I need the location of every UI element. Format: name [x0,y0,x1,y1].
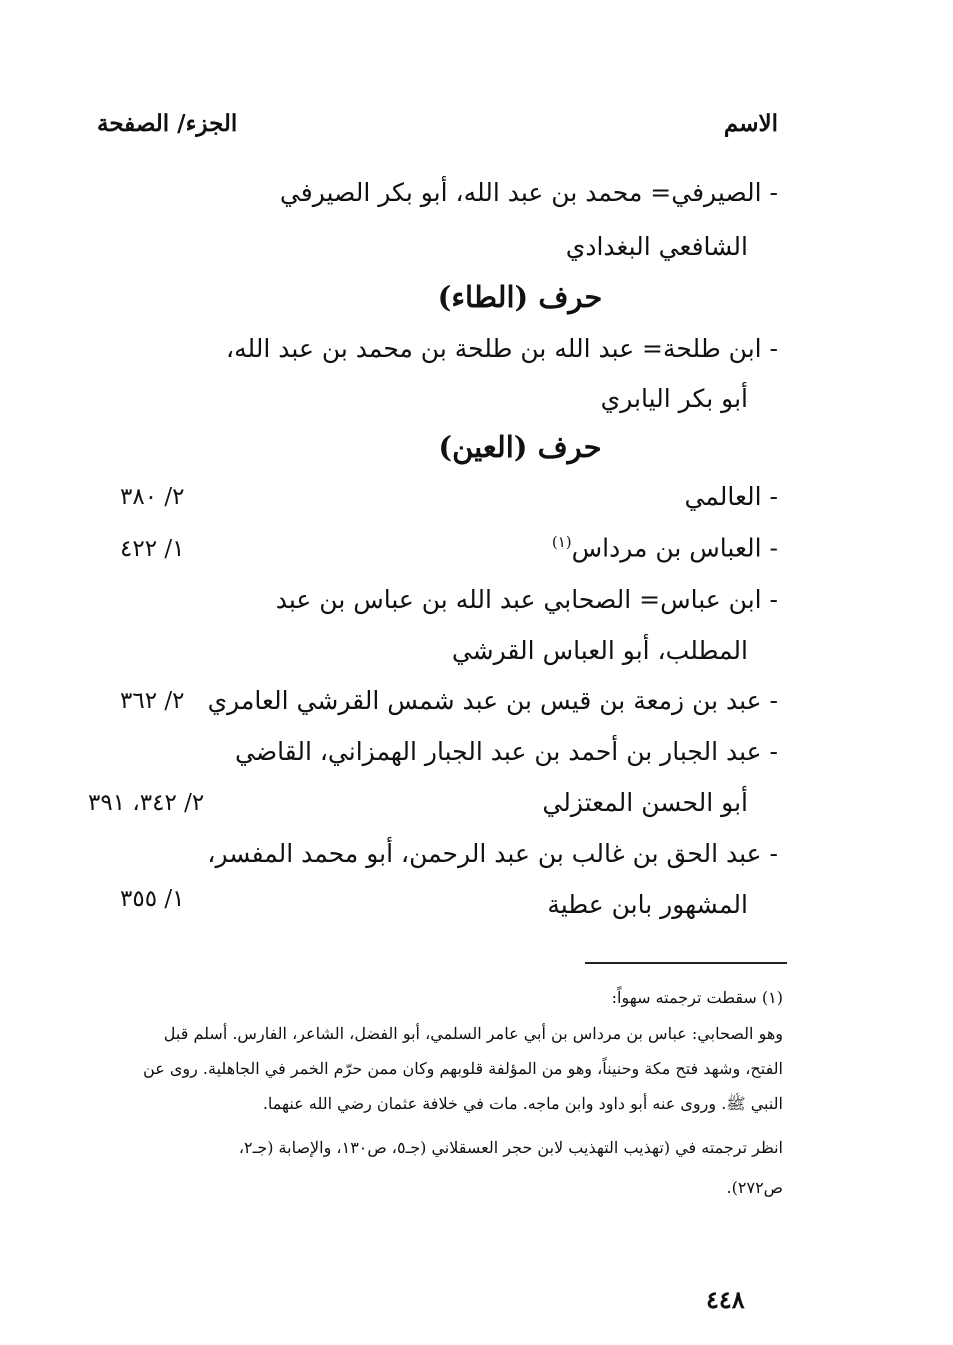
entry-continuation: المشهور بابن عطية [547,890,748,919]
footnote-separator [585,962,787,964]
volume-page-ref: ٢/ ٣٦٢ [120,688,185,714]
entry-text: - العباس بن مرداس [571,533,778,563]
column-header-volume-page: الجزء/ الصفحة [97,110,238,137]
entry-continuation: المطلب، أبو العباس القرشي [451,636,748,665]
footnote-line: انظر ترجمته في (تهذيب التهذيب لابن حجر العسقلاني (جـ٥، ص١٣٠، والإصابة (جـ٢، [238,1138,783,1157]
footnote-line: الفتح، وشهد فتح مكة وحنيناً، وهو من المؤلفة قلوبهم وكان ممن حرّم الخمر في الجاهلية. روى عن [143,1059,783,1078]
entry-line: - الصيرفي= محمد بن عبد الله، أبو بكر الصيرفي [279,178,778,207]
entry-continuation: الشافعي البغدادي [565,232,748,261]
footnote-line: وهو الصحابي: عباس بن مرداس بن أبي عامر السلمي، أبو الفضل، الشاعر، الفارس. أسلم قبل [163,1024,783,1043]
footnote-line: النبي ﷺ. وروى عنه أبو داود وابن ماجه. مات في خلافة عثمان رضي الله عنهما. [262,1094,783,1113]
volume-page-ref: ١/ ٤٢٢ [120,536,185,562]
entry-line: - عبد الجبار بن أحمد بن عبد الجبار الهمزاني، القاضي [235,737,778,766]
entry-line: - عبد بن زمعة بن قيس بن عبد شمس القرشي العامري [207,686,778,715]
footnote-line: (١) سقطت ترجمته سهواً: [611,988,783,1007]
entry-line [552,533,778,562]
section-heading-ain: حرف (العين) [438,430,602,464]
volume-page-ref: ١/ ٣٥٥ [120,886,185,912]
entry-line: - ابن طلحة= عبد الله بن طلحة بن محمد بن عبد الله، [226,334,778,363]
footnote-line: ص٢٧٢). [726,1178,783,1197]
column-header-name: الاسم [723,110,778,137]
section-heading-taa: حرف (الطاء) [437,280,603,314]
entry-continuation: أبو بكر اليابري [600,384,748,413]
volume-page-ref: ٢/ ٣٤٢، ٣٩١ [88,790,205,816]
volume-page-ref: ٢/ ٣٨٠ [120,484,185,510]
page-number: ٤٤٨ [706,1285,745,1314]
entry-line: - العالمي [684,482,778,511]
entry-line: - ابن عباس= الصحابي عبد الله بن عباس بن عبد [275,585,778,614]
entry-continuation: أبو الحسن المعتزلي [542,788,748,817]
entry-line: - عبد الحق بن غالب بن عبد الرحمن، أبو محمد المفسر، [207,839,778,868]
footnote-marker: (١) [551,533,572,551]
